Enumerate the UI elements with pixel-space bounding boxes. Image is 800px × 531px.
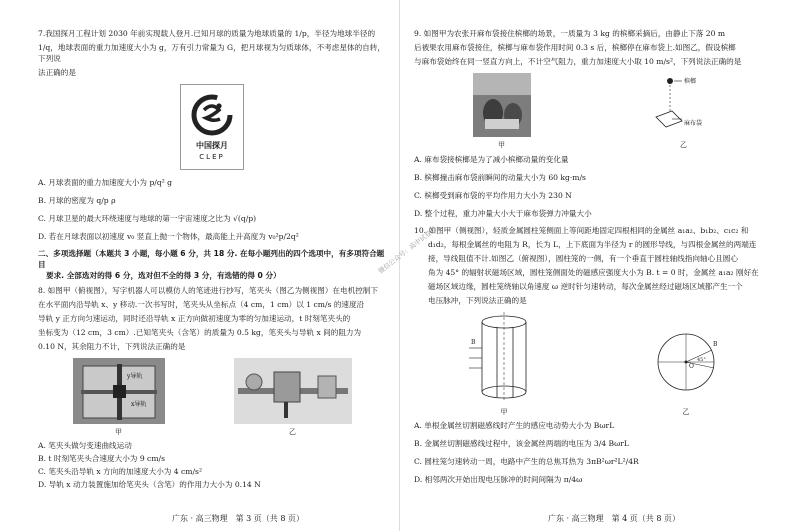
q10-line4: 角为 45° 的辐射状磁场区域，圆柱笼侧面处的磁感应强度大小为 B. t = 0 时，金属丝 a₁a₂ 刚好在: [428, 268, 759, 278]
q10-option-d: D. 相邻两次开始出现电压脉冲的时间间隔为 π/4ω: [414, 475, 583, 485]
q10-figures: [414, 312, 778, 417]
q7-option-b: B. 月球的密度为 q/p ρ: [38, 196, 116, 205]
q8-option-b: B. t 时刻笔夹头合速度大小为 9 cm/s: [38, 454, 165, 464]
farmer-catching-photo: [473, 73, 531, 137]
question-10: [414, 225, 778, 485]
footer-page-3: 广东 · 高三物理 第 3 页（共 8 页）: [172, 514, 304, 524]
cylinder-cage-side-diagram: [469, 312, 539, 404]
q8-caption-jia: 甲: [115, 428, 122, 436]
q8-caption-yi: 乙: [289, 428, 296, 436]
q10-figure-yi: [649, 324, 723, 417]
q9-option-c: C. 槟榔受到麻布袋的平均作用力大小为 230 N: [414, 191, 572, 201]
q8-line3: 导轨 y 正方向匀速运动，同时还沿导轨 x 正方向做初速度为零的匀加速运动，t 时刻笔夹头的: [38, 314, 351, 323]
q9-option-a: A. 麻布袋接槟榔是为了减小槟榔动量的变化量: [414, 155, 569, 165]
logo-text-cn: 中国探月: [196, 141, 228, 151]
field-label-b: B: [471, 339, 476, 347]
q9-option-b: B. 槟榔撞击麻布袋前瞬间的动量大小为 60 kg·m/s: [414, 173, 586, 183]
q10-option-a: A. 单根金属丝切割磁感线时产生的感应电动势大小为 BωrL: [414, 421, 615, 431]
q9-caption-jia: 甲: [498, 141, 505, 149]
q7-option-d: D. 若在月球表面以初速度 v₀ 竖直上抛一个物体，最高能上升高度为 v₀²p/2q²: [38, 232, 299, 241]
q8-line4: 坐标变为（12 cm，3 cm）.已知笔夹头（含笔）的质量为 0.5 kg，笔夹头与导轨 x 间的阻力为: [38, 328, 362, 337]
q7-figure: [38, 84, 386, 170]
question-7: [38, 28, 386, 242]
writing-robot-side-photo: [234, 358, 352, 424]
writing-robot-top-photo: [73, 358, 165, 424]
section-2-line1: 二、多项选择题（本题共 3 小题，每小题 6 分，共 18 分. 在每小题列出的四个选项中，有多项符合题目: [38, 249, 385, 269]
q8-option-d: D. 导轨 x 动力装置施加给笔夹头（含笔）的作用力大小为 0.14 N: [38, 480, 261, 490]
angle-label: 45°: [697, 357, 706, 364]
q8-option-a: A. 笔夹头做匀变速曲线运动: [38, 441, 132, 451]
clep-logo: [180, 84, 244, 170]
q8-line2: 在水平面内沿导轨 x、y 移动.一次书写时，笔夹头从坐标点（4 cm，1 cm）以 1 cm/s 的速度沿: [38, 300, 365, 309]
question-8: [38, 285, 386, 490]
page-right: [400, 0, 800, 531]
logo-text-en: CLEP: [199, 152, 225, 161]
q9-caption-yi: 乙: [680, 141, 687, 149]
cylinder-cage-top-diagram: [649, 324, 723, 404]
q8-option-c: C. 笔夹头沿导轨 x 方向的加速度大小为 4 cm/s²: [38, 467, 202, 477]
section-2-header: [38, 248, 386, 281]
q7-stem-line1: 7.我国探月工程计划 2030 年前实现载人登月.已知月球的质量为地球质量的 1/p，半径为地球半径的: [38, 29, 376, 38]
q8-figure-yi: [234, 358, 352, 437]
madai-label: 麻布袋: [683, 120, 702, 127]
footer-page-4: 广东 · 高三物理 第 4 页（共 8 页）: [548, 514, 680, 524]
moon-swirl-icon: [189, 92, 235, 138]
q8-line5: 0.10 N，其余阻力不计，下列说法正确的是: [38, 342, 186, 351]
q9-figure-yi: [648, 73, 720, 150]
top-field-label-b: B: [713, 341, 718, 349]
center-label-o: O: [689, 363, 694, 371]
q9-figures: [414, 73, 778, 150]
q10-line3: 接，导线阻值不计.如图乙（俯视图），圆柱笼的一侧，有一个垂直于圆柱轴线指向轴心且圆心: [428, 254, 738, 264]
q9-option-d: D. 整个过程，重力冲量大小大于麻布袋弹力冲量大小: [414, 209, 592, 219]
q10-line5: 磁场区域边缘，圆柱笼绕轴以角速度 ω 逆时针匀速转动，每次金属丝经过磁场区域都产生一个: [428, 282, 743, 292]
q8-line1: 8. 如图甲（俯视图），写字机器人可以模仿人的笔迹进行抄写，笔夹头（图乙为侧视图）在电机控制下: [38, 286, 378, 295]
q10-line1: 10. 如图甲（侧视图），轻质金属圆柱笼侧面上等间距地固定四根相同的金属丝 a₁a₂、b₁b₂、c₁c₂ 和: [414, 226, 749, 236]
q9-line3: 与麻布袋始终在同一竖直方向上，不计空气阻力，重力加速度大小取 10 m/s²，下列说法正确的是: [414, 57, 742, 66]
q10-option-c: C. 圆柱笼匀速转动一周，电路中产生的总焦耳热为 3πB²ωr²L²/4R: [414, 457, 639, 467]
binlang-bag-diagram: [648, 73, 720, 137]
q10-figure-jia: [469, 312, 539, 417]
y-rail-label: y导轨: [126, 373, 142, 380]
binlang-label: 槟榔: [683, 78, 696, 85]
q8-figure-jia: [73, 358, 165, 437]
q7-stem-line3: 法正确的是: [38, 68, 76, 77]
q7-option-a: A. 月球表面的重力加速度大小为 p/q² g: [38, 178, 173, 187]
q8-figures: [38, 358, 386, 437]
q7-option-c: C. 月球卫星的最大环绕速度与地球的第一宇宙速度之比为 √(q/p): [38, 214, 257, 223]
x-rail-label: x导轨: [130, 401, 146, 408]
q7-stem-line2: 1/q，地球表面的重力加速度大小为 g，万有引力常量为 G，把月球视为匀质球体，不考虑星体的自转，下列说: [38, 43, 385, 63]
q10-option-b: B. 金属丝切割磁感线过程中，该金属丝两端的电压为 3/4 BωrL: [414, 439, 629, 449]
section-2-line2: 要求. 全部选对的得 6 分，选对但不全的得 3 分，有选错的得 0 分）: [46, 271, 281, 280]
q10-line6: 电压脉冲，下列说法正确的是: [428, 296, 527, 306]
q10-caption-yi: 乙: [682, 408, 690, 417]
q10-line2: d₁d₂，每根金属丝的电阻为 R，长为 L，上下底面为半径为 r 的圆形导线，与四根金属丝的两端连: [428, 240, 757, 250]
q10-caption-jia: 甲: [500, 408, 508, 417]
q9-line1: 9. 如图甲为农张开麻布袋接住槟榔的场景，一质量为 3 kg 的槟榔采摘后，由静止下落 20 m: [414, 29, 726, 38]
watermark: 微信公众号：高中试卷君: [376, 224, 439, 276]
question-9: [414, 28, 778, 219]
q9-figure-jia: [473, 73, 531, 150]
q9-line2: 后被果农用麻布袋接住，槟榔与麻布袋作用时间 0.3 s 后，槟榔停在麻布袋上.如图乙，假设槟榔: [414, 43, 736, 52]
